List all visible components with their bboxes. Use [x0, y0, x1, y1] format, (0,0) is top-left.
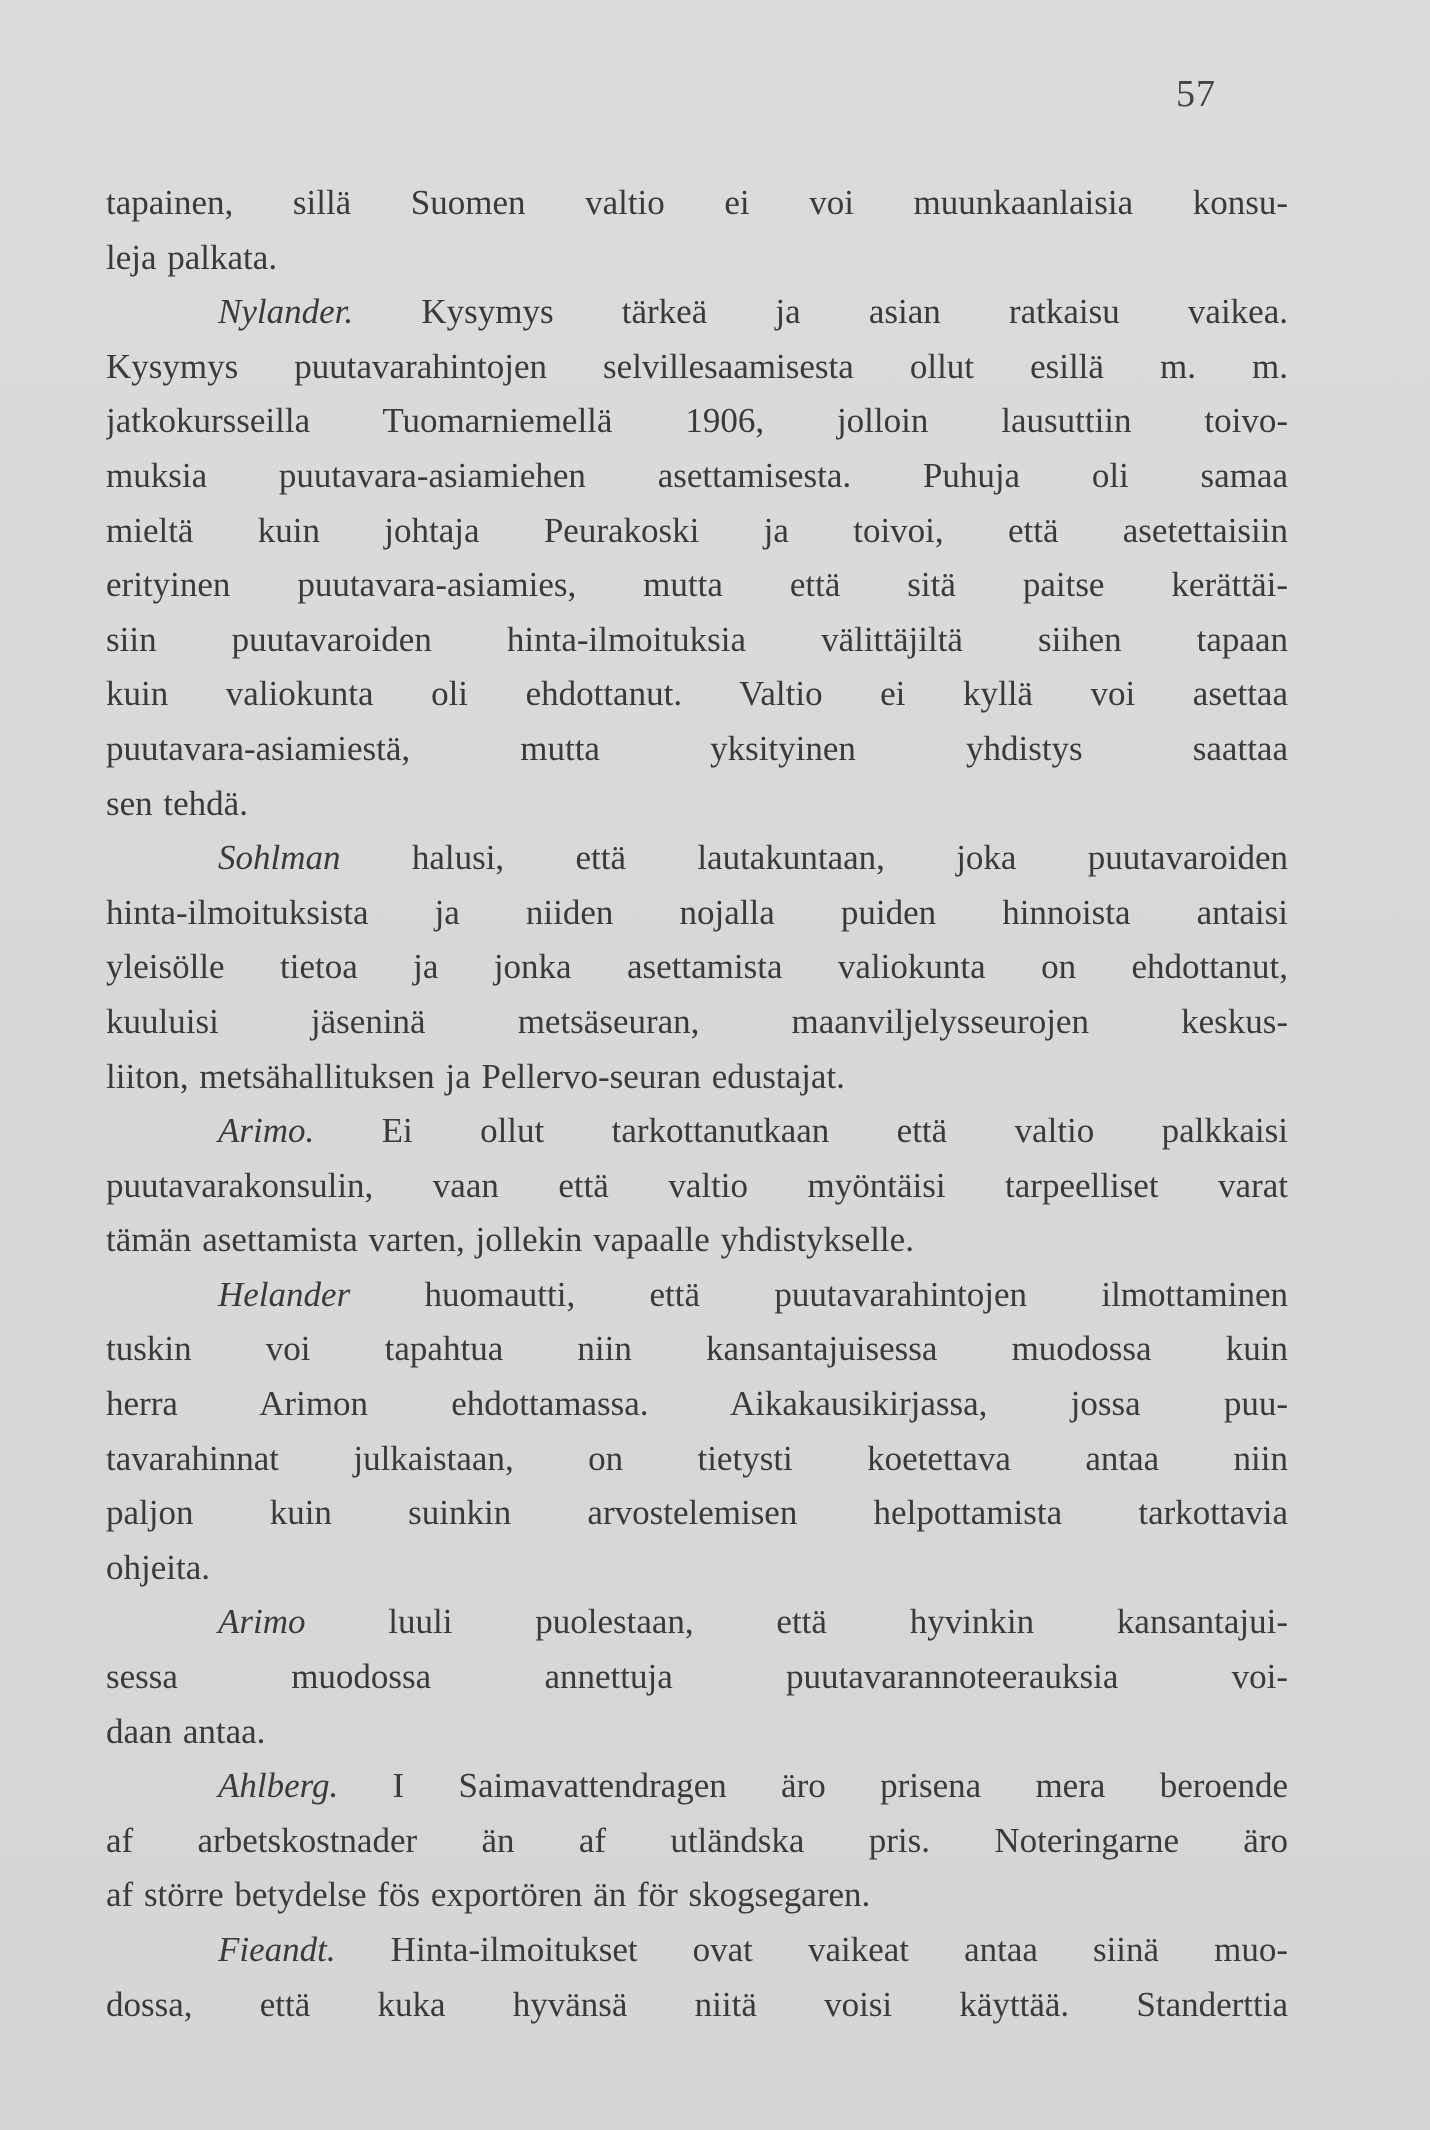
line-text: luuli puolestaan, että hyvinkin kansantajui- — [305, 1602, 1288, 1642]
line-text: muksia puutavara-asiamiehen asettamisesta. Puhuja oli samaa — [106, 455, 1288, 495]
speaker-name: Fieandt. — [218, 1930, 336, 1969]
speaker-name: Arimo. — [218, 1111, 315, 1151]
body-text — [106, 176, 1288, 2032]
text-line — [106, 1650, 1288, 1705]
text-line — [106, 667, 1288, 722]
line-text: siin puutavaroiden hinta-ilmoituksia välittäjiltä siihen tapaan — [106, 619, 1288, 659]
line-text: huomautti, että puutavarahintojen ilmottaminen — [350, 1274, 1288, 1314]
text-line — [106, 1432, 1288, 1487]
line-text: af arbetskostnader än af utländska pris. Noteringarne äro — [106, 1820, 1288, 1860]
line-text: daan antaa. — [106, 1711, 266, 1751]
text-line — [106, 1923, 1288, 1978]
text-line — [106, 1595, 1288, 1650]
text-line — [106, 231, 1288, 286]
text-line — [106, 394, 1288, 449]
text-line — [106, 831, 1288, 886]
text-line — [106, 722, 1288, 777]
line-text: kuin valiokunta oli ehdottanut. Valtio ei kyllä voi asettaa — [106, 674, 1288, 714]
line-text: dossa, että kuka hyvänsä niitä voisi käyttää. Standerttia — [106, 1984, 1288, 2024]
line-text: puutavarakonsulin, vaan että valtio myöntäisi tarpeelliset varat — [106, 1165, 1288, 1205]
line-text: leja palkata. — [106, 237, 278, 277]
line-text: I Saimavattendragen äro prisena mera beroende — [338, 1766, 1288, 1806]
line-text: yleisölle tietoa ja jonka asettamista valiokunta on ehdottanut, — [106, 947, 1288, 987]
line-text: Kysymys puutavarahintojen selvillesaamisesta ollut esillä m. m. — [106, 346, 1288, 386]
speaker-name: Helander — [218, 1274, 351, 1314]
line-text: tavarahinnat julkaistaan, on tietysti koetettava antaa niin — [106, 1438, 1288, 1478]
text-line — [106, 1322, 1288, 1377]
text-line — [106, 1159, 1288, 1214]
text-line — [106, 613, 1288, 668]
text-line — [106, 1268, 1288, 1323]
line-text: jatkokursseilla Tuomarniemellä 1906, jolloin lausuttiin toivo- — [106, 401, 1288, 441]
line-text: Ei ollut tarkottanutkaan että valtio palkkaisi — [314, 1111, 1288, 1151]
line-text: af större betydelse fös exportören än för skogsegaren. — [106, 1875, 871, 1915]
line-text: Kysymys tärkeä ja asian ratkaisu vaikea. — [353, 292, 1288, 332]
text-line — [106, 1104, 1288, 1159]
line-text: halusi, että lautakuntaan, joka puutavaroiden — [340, 838, 1288, 878]
text-line — [106, 340, 1288, 395]
text-line — [106, 1868, 1288, 1923]
text-line — [106, 886, 1288, 941]
speaker-name: Sohlman — [218, 838, 341, 878]
speaker-name: Nylander. — [218, 292, 354, 332]
text-line — [106, 995, 1288, 1050]
line-text: mieltä kuin johtaja Peurakoski ja toivoi, että asetettaisiin — [106, 510, 1288, 550]
text-line — [106, 1814, 1288, 1869]
text-line — [106, 1377, 1288, 1432]
line-text: tapainen, sillä Suomen valtio ei voi muunkaanlaisia konsu- — [106, 183, 1288, 222]
speaker-name: Arimo — [218, 1602, 306, 1642]
text-line — [106, 1705, 1288, 1760]
speaker-name: Ahlberg. — [218, 1766, 339, 1806]
text-line — [106, 777, 1288, 832]
line-text: herra Arimon ehdottamassa. Aikakausikirjassa, jossa puu- — [106, 1384, 1288, 1424]
line-text: kuuluisi jäseninä metsäseuran, maanviljelysseurojen keskus- — [106, 1001, 1288, 1041]
line-text: hinta-ilmoituksista ja niiden nojalla puiden hinnoista antaisi — [106, 892, 1288, 932]
text-line — [106, 1213, 1288, 1268]
text-line — [106, 1541, 1288, 1596]
text-line — [106, 1050, 1288, 1105]
text-line — [106, 285, 1288, 340]
text-line — [106, 558, 1288, 613]
page-number: 57 — [1176, 73, 1216, 115]
line-text: tämän asettamista varten, jollekin vapaalle yhdistykselle. — [106, 1220, 914, 1260]
text-line — [106, 1759, 1288, 1814]
text-line — [106, 504, 1288, 559]
text-line — [106, 176, 1288, 231]
text-line — [106, 940, 1288, 995]
line-text: tuskin voi tapahtua niin kansantajuisessa muodossa kuin — [106, 1329, 1288, 1369]
text-line — [106, 1978, 1288, 2033]
line-text: erityinen puutavara-asiamies, mutta että sitä paitse kerättäi- — [106, 565, 1288, 605]
line-text: sessa muodossa annettuja puutavarannoteerauksia voi- — [106, 1657, 1288, 1697]
line-text: liiton, metsähallituksen ja Pellervo-seuran edustajat. — [106, 1056, 845, 1096]
line-text: paljon kuin suinkin arvostelemisen helpottamista tarkottavia — [106, 1493, 1288, 1533]
line-text: Hinta-ilmoitukset ovat vaikeat antaa siinä muo- — [335, 1930, 1288, 1969]
line-text: puutavara-asiamiestä, mutta yksityinen yhdistys saattaa — [106, 728, 1288, 768]
text-line — [106, 449, 1288, 504]
line-text: sen tehdä. — [106, 783, 248, 823]
text-line — [106, 1486, 1288, 1541]
line-text: ohjeita. — [106, 1547, 210, 1587]
